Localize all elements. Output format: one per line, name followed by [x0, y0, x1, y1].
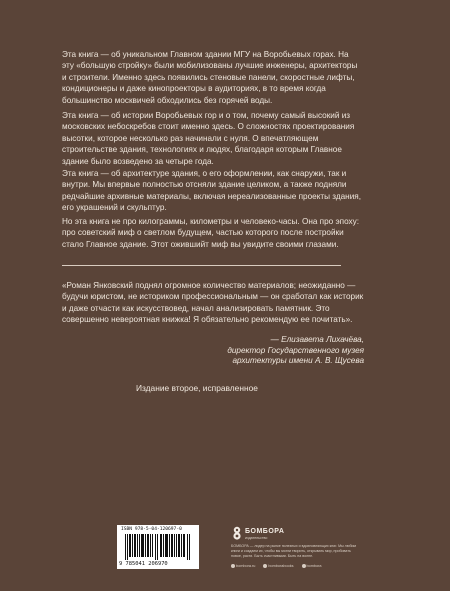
attribution-title-line-1: директор Государственного музея — [227, 345, 364, 355]
publisher-name: БОМБОРА — [245, 528, 285, 535]
annotation-paragraph-3: Эта книга — об архитектуре здания, о его оформлении, как снаружи, так и внутри. Мы впервые полностью отсняли здание целиком, а также подняли редчайшие архивные материалы, включая нереализованные проекты здания, его украшений и скульптур. — [62, 169, 361, 213]
publisher-description: БОМБОРА — лидер на рынке полезных и вдохновляющих книг. Мы любим книги и создаем их, чтобы вы могли творить, открывать мир, пробовать новое, расти. Быть счастливыми. Быть на волне. — [231, 544, 356, 558]
globe-icon — [231, 564, 235, 568]
isbn-label: ISBN 978-5-04-120697-0 — [121, 527, 182, 532]
review-quote: «Роман Янковский поднял огромное количество материалов; неожиданно — будучи юристом, не историком профессиональным — он сработал как историк и даже отчасти как искусствовед, начал анализировать памятник. Это совершенно невероятная книжка! Я обязательно рекомендую ее почитать». — [62, 281, 364, 325]
barcode-bars — [125, 534, 193, 560]
annotation-paragraph-2: Эта книга — об истории Воробьевых гор и о том, почему самый высокий из московских небоскребов стоит именно здесь. О сложностях проектирования высотки, которое несколько раз начинали с нуля. О впечатляющем строительстве здания, технологиях и людях, благодаря которым Главное здание было возведено за четыре года. — [62, 111, 355, 166]
isbn-barcode — [117, 525, 199, 569]
annotation-paragraph-1: Эта книга — об уникальном Главном здании МГУ на Воробьевых горах. На эту «большую стройку» были мобилизованы лучшие инженеры, архитекторы и строители. Именно здесь появились стеновые панели, скоростные лифты, кондиционеры и даже кинопроекторы в аудиториях, в то время когда большинство москвичей обходились без горячей воды. — [62, 50, 358, 105]
attribution-title-line-2: архитектуры имени А. В. Щусева — [232, 356, 364, 366]
social-vk: bomborabooks — [263, 564, 293, 568]
vk-icon — [263, 564, 267, 568]
bombora-logo-icon — [231, 526, 243, 540]
publisher-subtitle: издательство — [245, 536, 268, 540]
telegram-icon — [302, 564, 306, 568]
social-telegram: bombora — [302, 564, 322, 568]
barcode-digits: 9 785041 206970 — [119, 561, 168, 567]
annotation-paragraph-4: Но эта книга не про килограммы, километры и человеко-часы. Она про эпоху: про советский миф о светлом будущем, частью которого после постройки стало Главное здание. Этот ожившийт миф вы увидите своими глазами. — [62, 217, 360, 249]
divider-line — [62, 265, 341, 266]
quote-attribution — [104, 335, 364, 367]
attribution-name: — Елизавета Лихачёва, — [270, 335, 364, 344]
edition-note: Издание второе, исправленное — [136, 383, 258, 393]
publisher-socials — [231, 564, 361, 568]
social-site: bombora.ru — [231, 564, 255, 568]
